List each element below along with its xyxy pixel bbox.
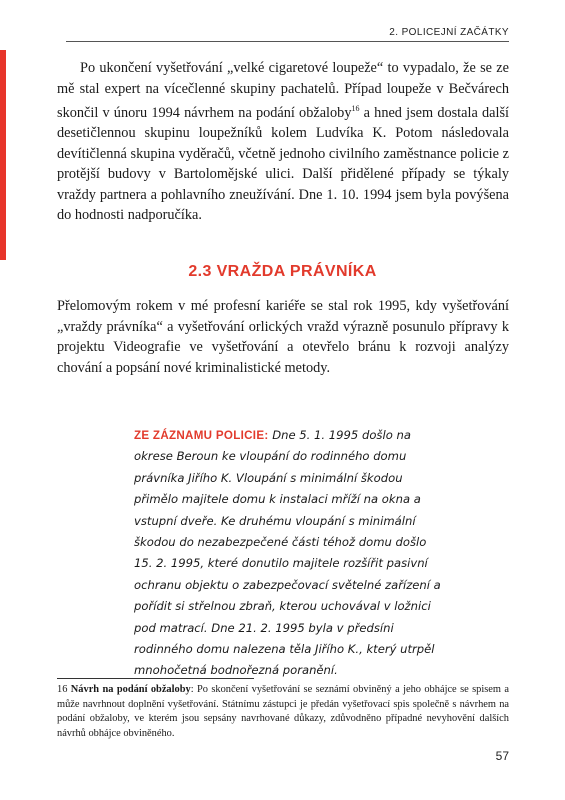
police-record-label: ZE ZÁZNAMU POLICIE: bbox=[134, 429, 269, 442]
footnote-rule bbox=[57, 678, 254, 679]
police-record-text: Dne 5. 1. 1995 došlo na okrese Beroun ke vloupání do rodinného domu právníka Jiřího K. Vloupání s minimální škodou přimělo majitele domu k instalaci mříží na okna a vstupní dveře. Ke druhému vloupání s minimální škodou do nezabezpečené části téhož domu došlo 15. 2. 1995, které donutilo majitele rozšířit pasivní ochranu objektu o zabezpečovací světelné zařízení a pořídit si střelnou zbraň, kterou uchovával v ložnici pod matrací. Dne 21. 2. 1995 byla v předsíni rodinného domu nalezena těla Jiřího K., který utrpěl mnohočetná bodnořezná poranění. bbox=[134, 428, 441, 678]
paragraph-1-text-a: Po ukončení vyšetřování „velké cigaretové loupeže“ to vypadalo, že se ze mě stal expert na vícečlenné skupiny pachatelů. Případ loupeže v Bečvárech skončil v únoru 1994 návrhem na podání obžaloby bbox=[57, 60, 509, 121]
paragraph-1 bbox=[57, 58, 509, 226]
footnote bbox=[57, 683, 509, 741]
running-title: 2. POLICEJNÍ ZAČÁTKY bbox=[389, 27, 509, 38]
paragraph-1-text-b: a hned jsem dostala další desetičlennou skupinu loupežníků kolem Ludvíka K. Potom následovala devítičlenná skupina vyděračů, včetně jednoho civilního zaměstnance policie z protější budovy v Bartolomějské ulici. Další přidělené případy se týkaly vraždy partnera a pohlavního zneužívání. Dne 1. 10. 1994 jsem byla povýšena do hodnosti nadporučíka. bbox=[57, 104, 509, 224]
running-header bbox=[0, 21, 565, 43]
footnote-term: Návrh na podání obžaloby bbox=[70, 684, 191, 695]
footnote-number: 16 bbox=[57, 684, 68, 695]
paragraph-2: Přelomovým rokem v mé profesní kariéře se stal rok 1995, kdy vyšetřování „vraždy právníka“ a vyšetřování orlických vražd výrazně posunulo přípravy k projektu Videografie ve vyšetřování a otevřelo bránu k rozvoji analýzy chování a popsání nové kriminalistické metody. bbox=[57, 298, 509, 376]
section-heading: 2.3 VRAŽDA PRÁVNÍKA bbox=[188, 263, 377, 280]
header-rule bbox=[66, 41, 509, 42]
chapter-edge-marker bbox=[0, 50, 6, 260]
footnote-text: : Po skončení vyšetřování se seznámí obviněný a jeho obhájce se spisem a může navrhnout doplnění vyšetřování. Státnímu zástupci je předán vyšetřovací spis společně s návrhem na podání obžaloby, ve kterém jsou sepsány navrhované důkazy, zdůvodněno případné nevyhovění dalších návrhů obhájce obviněného. bbox=[57, 684, 509, 739]
footnote-reference: 16 bbox=[351, 104, 360, 113]
police-record bbox=[134, 425, 446, 682]
page-number: 57 bbox=[495, 749, 509, 763]
